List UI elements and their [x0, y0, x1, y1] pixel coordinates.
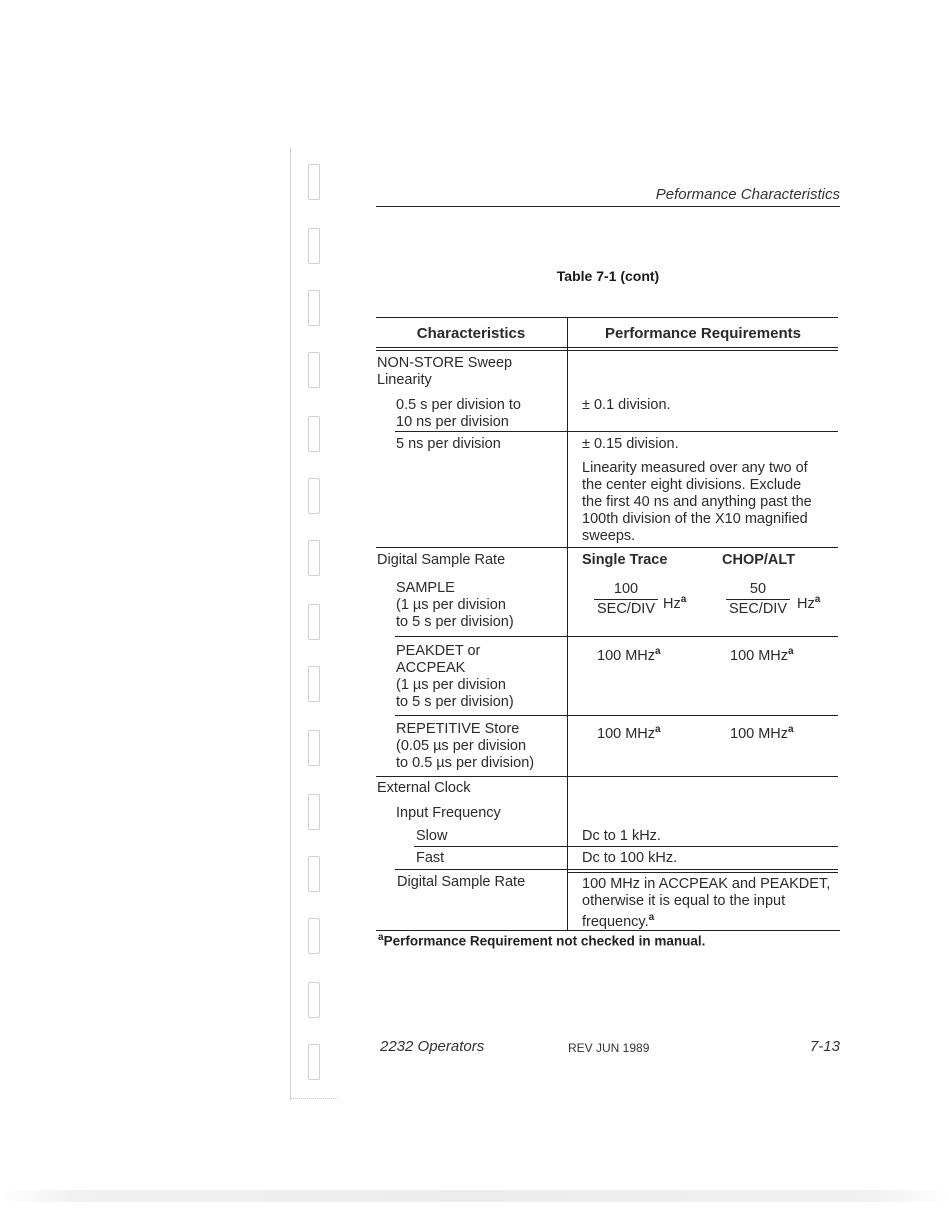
row-rule: [414, 846, 838, 847]
linearity-note-line: sweeps.: [582, 528, 636, 544]
peakdet-single-value: [597, 643, 661, 665]
column-header-requirements: Performance Requirements: [605, 325, 801, 342]
peakdet-chop-text: 100 MHz: [730, 647, 789, 664]
binder-strip: [290, 148, 338, 1098]
column-divider: [567, 317, 568, 931]
row-label-nonstore: Linearity: [377, 372, 432, 388]
section-rule: [376, 547, 838, 548]
footnote-mark: a: [378, 932, 384, 943]
subheader-chop-alt: CHOP/ALT: [722, 552, 796, 568]
sub-label-sweep-range: 10 ns per division: [396, 414, 509, 430]
value-fast: Dc to 100 kHz.: [582, 850, 678, 866]
header-double-rule: [376, 347, 838, 348]
binder-hole: [308, 478, 320, 514]
repetitive-single-value: [597, 721, 661, 743]
peakdet-label: ACCPEAK: [396, 660, 466, 676]
row-rule: [395, 715, 838, 716]
linearity-note-line: the center eight divisions. Exclude: [582, 477, 802, 493]
fraction-numerator: 50: [749, 581, 767, 597]
repetitive-chop-text: 100 MHz: [730, 725, 789, 742]
header-double-rule: [376, 350, 838, 351]
fraction-chop-alt: [726, 581, 790, 618]
binder-hole: [308, 730, 320, 766]
binder-hole: [308, 982, 320, 1018]
peakdet-label: (1 µs per division: [396, 677, 506, 693]
footer-manual-title: 2232 Operators: [380, 1038, 485, 1055]
fraction-bar: [726, 599, 790, 600]
footnote-mark: a: [788, 724, 794, 735]
binder-edge-line: [290, 148, 291, 1100]
sub-label-input-frequency: Input Frequency: [396, 805, 501, 821]
binder-hole: [308, 604, 320, 640]
unit-hz-text: Hz: [663, 595, 681, 612]
dsr-value-line: 100 MHz in ACCPEAK and PEAKDET,: [582, 876, 831, 892]
peakdet-label: PEAKDET or: [396, 643, 481, 659]
repetitive-single-text: 100 MHz: [597, 725, 656, 742]
fraction-single-trace: [594, 581, 658, 618]
table-footnote: [378, 932, 705, 949]
table-caption: Table 7-1 (cont): [556, 268, 660, 284]
dsr-value-line: [582, 909, 654, 931]
repetitive-label: REPETITIVE Store: [396, 721, 520, 737]
table-top-rule: [376, 317, 838, 318]
page-header-title: Peformance Characteristics: [655, 186, 840, 203]
column-header-characteristics: Characteristics: [416, 325, 526, 342]
footnote-mark: a: [655, 724, 661, 735]
binder-hole: [308, 290, 320, 326]
fraction-denominator: SEC/DIV: [596, 601, 655, 617]
scan-shadow: [0, 1190, 950, 1202]
header-rule: [376, 206, 840, 207]
row-label-external-clock: External Clock: [377, 780, 471, 796]
row-label-nonstore: NON-STORE Sweep: [377, 355, 513, 371]
row-rule: [568, 872, 838, 873]
unit-hz: [797, 591, 820, 613]
peakdet-single-text: 100 MHz: [597, 647, 656, 664]
binder-hole: [308, 228, 320, 264]
sample-label: SAMPLE: [396, 580, 455, 596]
repetitive-chop-value: [730, 721, 794, 743]
repetitive-label: to 0.5 µs per division): [396, 755, 535, 771]
sub-label-sweep-range: 0.5 s per division to: [396, 397, 521, 413]
fraction-numerator: 100: [613, 581, 639, 597]
binder-hole: [308, 856, 320, 892]
page-number: 7-13: [809, 1038, 840, 1055]
dsr-value-line: otherwise it is equal to the input: [582, 893, 786, 909]
sub-label-digital-sample-rate: Digital Sample Rate: [397, 874, 526, 890]
sample-label: (1 µs per division: [396, 597, 506, 613]
sub-label-5ns: 5 ns per division: [396, 436, 501, 452]
sample-label: to 5 s per division): [396, 614, 514, 630]
binder-hole: [308, 1044, 320, 1080]
row-rule: [395, 431, 838, 432]
binder-hole: [308, 918, 320, 954]
footnote-mark: a: [814, 594, 821, 605]
dsr-value-text: frequency.: [582, 913, 649, 930]
binder-hole: [308, 416, 320, 452]
sub-label-slow: Slow: [416, 828, 448, 844]
value-linearity-2: ± 0.15 division.: [582, 436, 679, 452]
footnote-text: Performance Requirement not checked in manual.: [383, 933, 706, 949]
section-rule: [376, 776, 838, 777]
unit-hz: [663, 591, 686, 613]
binder-hole: [308, 540, 320, 576]
binder-hole: [308, 666, 320, 702]
peakdet-chop-value: [730, 643, 794, 665]
footnote-mark: a: [655, 646, 661, 657]
table-bottom-rule: [376, 930, 840, 931]
binder-hole: [308, 794, 320, 830]
footnote-mark: a: [788, 646, 794, 657]
linearity-note-line: the first 40 ns and anything past the: [582, 494, 812, 510]
footnote-mark: a: [648, 912, 655, 923]
linearity-note-line: 100th division of the X10 magnified: [582, 511, 808, 527]
row-rule: [395, 869, 838, 870]
binder-hole: [308, 164, 320, 200]
linearity-note-line: Linearity measured over any two of: [582, 460, 808, 476]
footnote-mark: a: [680, 594, 687, 605]
binder-bottom-edge: [290, 1098, 338, 1100]
fraction-bar: [594, 599, 658, 600]
repetitive-label: (0.05 µs per division: [396, 738, 527, 754]
fraction-denominator: SEC/DIV: [728, 601, 787, 617]
subheader-single-trace: Single Trace: [582, 552, 668, 568]
value-linearity-1: ± 0.1 division.: [582, 397, 671, 413]
unit-hz-text: Hz: [797, 595, 815, 612]
value-slow: Dc to 1 kHz.: [582, 828, 661, 844]
binder-hole: [308, 352, 320, 388]
row-rule: [395, 636, 838, 637]
peakdet-label: to 5 s per division): [396, 694, 514, 710]
row-label-digital-sample-rate: Digital Sample Rate: [377, 552, 506, 568]
sub-label-fast: Fast: [416, 850, 445, 866]
footer-revision: REV JUN 1989: [568, 1041, 650, 1055]
